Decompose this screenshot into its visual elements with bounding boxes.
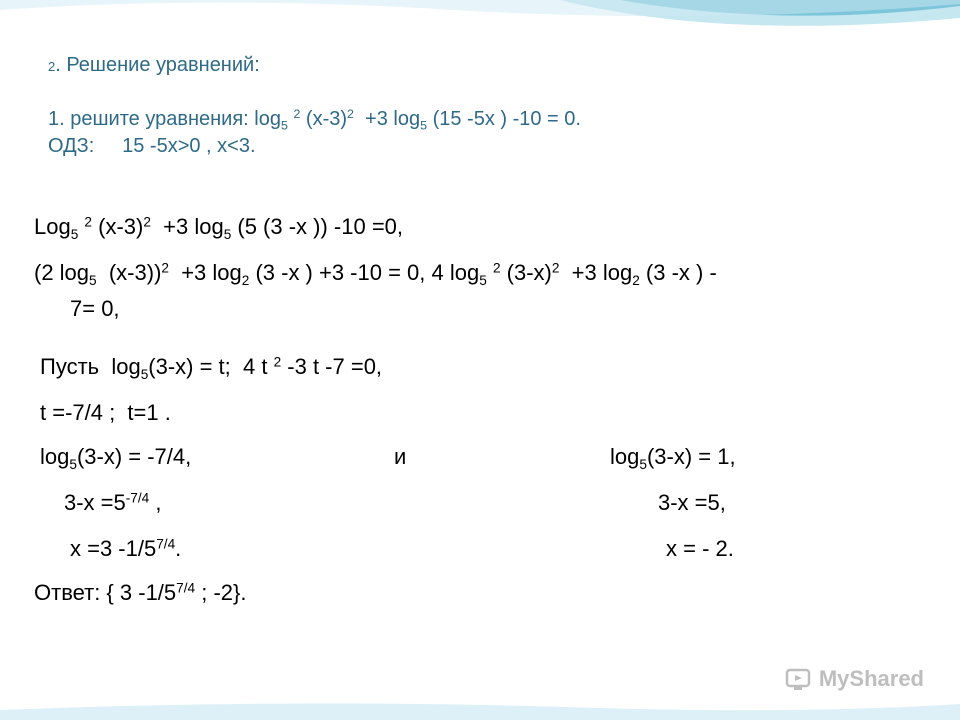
slide-heading <box>48 52 581 78</box>
solution-line-3: Пусть $\log_5(3-x) = t$; 4 t $^2$ -3 t -7 =0, <box>40 354 383 382</box>
solution-line-5-and: и <box>394 444 407 469</box>
myshared-watermark <box>785 666 924 692</box>
solution-line-4: t =-7/4 ; t=1 . <box>40 400 171 425</box>
myshared-logo-icon <box>785 666 813 692</box>
solution-line-7-left: x =3 $-1/5^{7/4}$. <box>70 536 182 561</box>
solution-line-5-left: $\log_5(3-x) = -7/4$, <box>40 444 192 472</box>
heading-number: 2 <box>48 59 56 74</box>
task-statement: 1. решите уравнения: $\log_5 ^2$ $(x-3)^2 +3$ $\log_5 (15$ -5x ) -10 = 0. <box>48 107 581 133</box>
task-prefix: 1. решите уравнения: log <box>48 108 281 130</box>
slide-title-block <box>48 52 581 159</box>
odz-line <box>48 133 581 159</box>
solution-line-1: Log$_5$ $^2$ $(x-3)^2 +3$ $\log_5 (5$ (3 -x )) -10 =0, <box>34 214 404 242</box>
solution-line-5-right: $\log_5(3-x) = 1$, <box>610 444 736 472</box>
odz-value: 15 -5x>0 , x<3. <box>122 135 256 158</box>
solution-line-6-left: $3-x =5^{-7/4}$ , <box>64 490 162 515</box>
answer-line: Ответ: { 3 $-1/5^{7/4}$ ; -2}. <box>34 580 247 605</box>
solution-line-7-right: x = - 2. <box>666 536 734 561</box>
heading-text: . Решение уравнений: <box>55 54 260 76</box>
footer-wave-decoration <box>0 696 960 720</box>
solution-line-2-cont: 7= 0, <box>70 296 120 321</box>
watermark-text: MyShared <box>818 666 924 691</box>
odz-label: ОДЗ: <box>48 135 95 158</box>
solution-line-6-right: 3-x =5, <box>658 490 726 515</box>
solution-line-2: (2 $\log_5 (x-3))^2 +3$ $\log_2 (3$ -x ) +3 -10 = 0, 4 $\log_5 ^2$ $(3-x)^2 +3$ $\log_2 (3$ -x ) - <box>34 260 717 288</box>
